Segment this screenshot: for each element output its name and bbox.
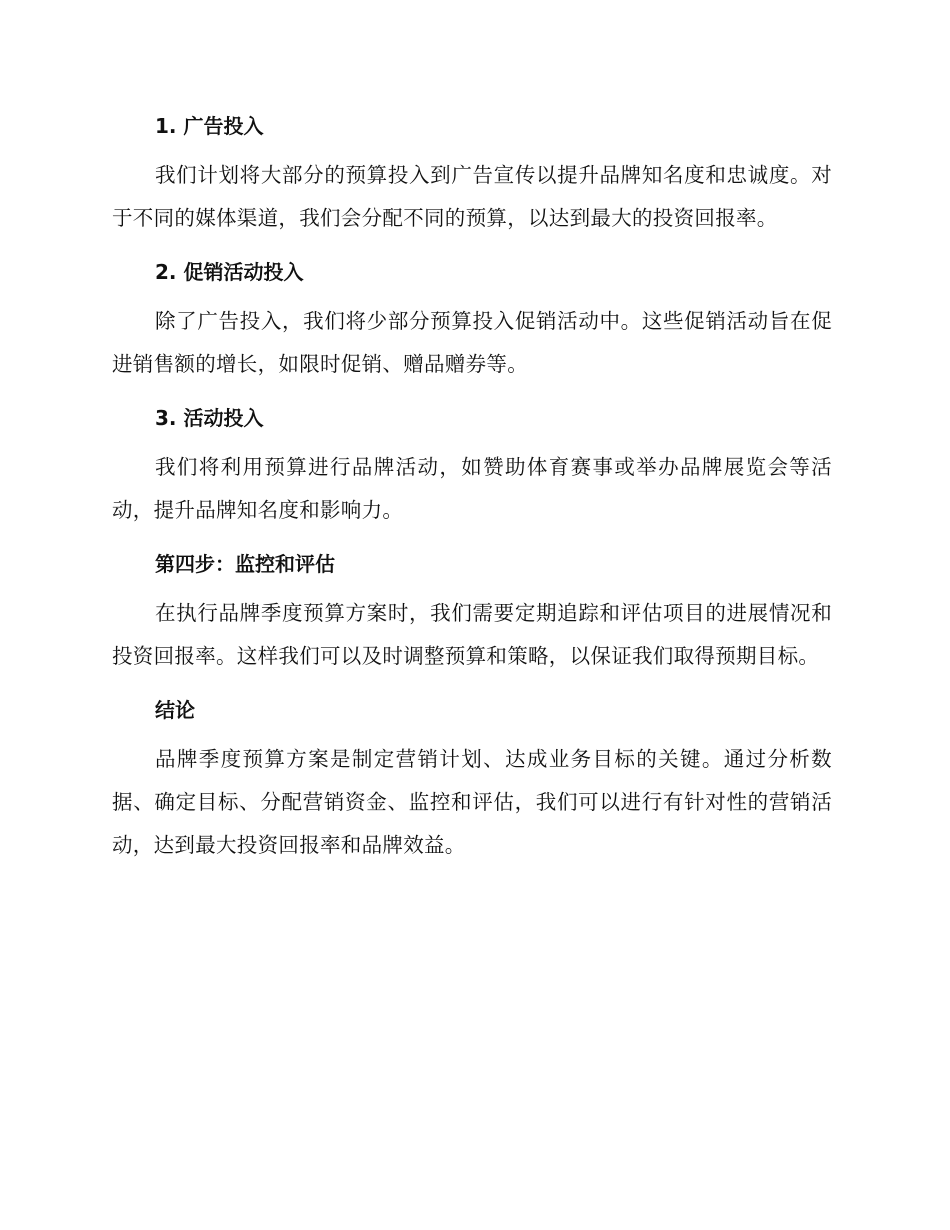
section-heading-advertising: 1. 广告投入 bbox=[155, 114, 264, 138]
section-paragraph-advertising: 我们计划将大部分的预算投入到广告宣传以提升品牌知名度和忠诚度。对于不同的媒体渠道，我们会分配不同的预算，以达到最大的投资回报率。 bbox=[112, 163, 832, 230]
section-heading-events: 3. 活动投入 bbox=[155, 406, 264, 430]
section-paragraph-conclusion: 品牌季度预算方案是制定营销计划、达成业务目标的关键。通过分析数据、确定目标、分配营销资金、监控和评估，我们可以进行有针对性的营销活动，达到最大投资回报率和品牌效益。 bbox=[112, 747, 832, 857]
section-heading-monitoring: 第四步：监控和评估 bbox=[155, 552, 335, 576]
section-paragraph-events: 我们将利用预算进行品牌活动，如赞助体育赛事或举办品牌展览会等活动，提升品牌知名度和影响力。 bbox=[112, 455, 832, 522]
section-paragraph-promotion: 除了广告投入，我们将少部分预算投入促销活动中。这些促销活动旨在促进销售额的增长，如限时促销、赠品赠券等。 bbox=[112, 309, 832, 376]
section-paragraph-monitoring: 在执行品牌季度预算方案时，我们需要定期追踪和评估项目的进展情况和投资回报率。这样我们可以及时调整预算和策略，以保证我们取得预期目标。 bbox=[112, 601, 832, 668]
section-heading-promotion: 2. 促销活动投入 bbox=[155, 260, 304, 284]
document-body bbox=[112, 104, 832, 877]
section-heading-conclusion: 结论 bbox=[155, 698, 195, 722]
